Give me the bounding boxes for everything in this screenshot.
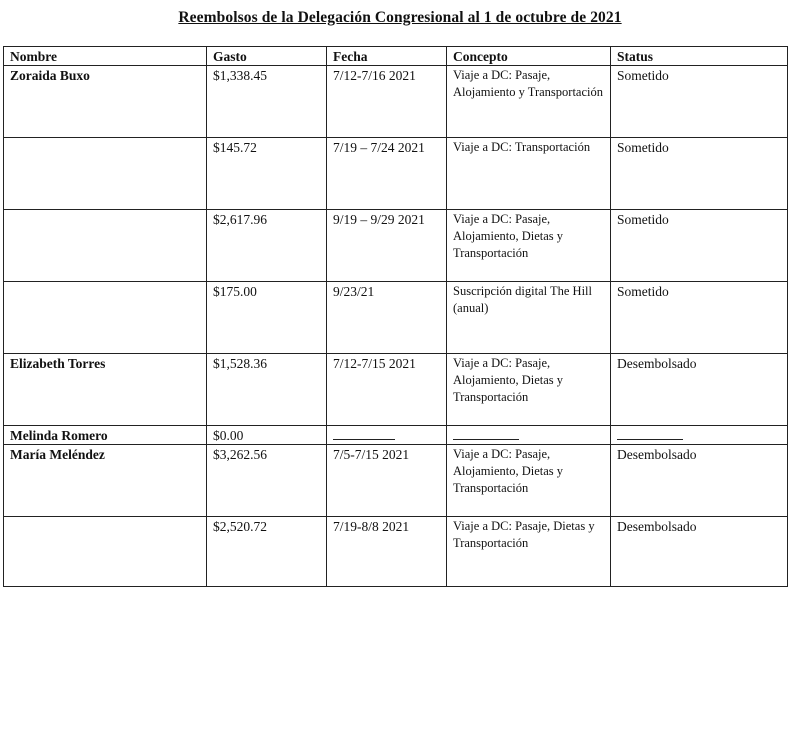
table-row <box>4 210 788 282</box>
blank-line <box>617 429 683 440</box>
cell-fecha: 7/12-7/16 2021 <box>327 66 447 138</box>
cell-concepto: Viaje a DC: Pasaje, Alojamiento, Dietas y Transportación <box>447 445 611 517</box>
cell-nombre: María Meléndez <box>4 445 207 517</box>
table-row <box>4 66 788 138</box>
cell-fecha: 7/19 – 7/24 2021 <box>327 138 447 210</box>
cell-nombre: Elizabeth Torres <box>4 354 207 426</box>
cell-nombre <box>4 138 207 210</box>
cell-fecha: 7/5-7/15 2021 <box>327 445 447 517</box>
cell-concepto: Suscripción digital The Hill (anual) <box>447 282 611 354</box>
cell-status-blank <box>611 426 788 445</box>
cell-concepto: Viaje a DC: Pasaje, Alojamiento, Dietas y Transportación <box>447 210 611 282</box>
reimbursements-table <box>3 46 788 587</box>
cell-nombre <box>4 517 207 587</box>
cell-gasto: $1,528.36 <box>207 354 327 426</box>
cell-status: Sometido <box>611 138 788 210</box>
cell-status: Sometido <box>611 66 788 138</box>
document-title: Reembolsos de la Delegación Congresional al 1 de octubre de 2021 <box>178 9 622 26</box>
cell-nombre: Melinda Romero <box>4 426 207 445</box>
cell-nombre <box>4 282 207 354</box>
cell-nombre: Zoraida Buxo <box>4 66 207 138</box>
cell-fecha: 7/19-8/8 2021 <box>327 517 447 587</box>
cell-gasto: $1,338.45 <box>207 66 327 138</box>
header-row <box>4 47 788 66</box>
cell-status: Desembolsado <box>611 517 788 587</box>
cell-status: Desembolsado <box>611 445 788 517</box>
cell-gasto: $2,520.72 <box>207 517 327 587</box>
table-row <box>4 445 788 517</box>
table-row <box>4 354 788 426</box>
cell-gasto: $0.00 <box>207 426 327 445</box>
cell-concepto: Viaje a DC: Pasaje, Alojamiento y Transportación <box>447 66 611 138</box>
cell-concepto: Viaje a DC: Pasaje, Dietas y Transportación <box>447 517 611 587</box>
cell-concepto: Viaje a DC: Transportación <box>447 138 611 210</box>
cell-fecha: 9/23/21 <box>327 282 447 354</box>
cell-fecha-blank <box>327 426 447 445</box>
cell-nombre <box>4 210 207 282</box>
cell-concepto: Viaje a DC: Pasaje, Alojamiento, Dietas y Transportación <box>447 354 611 426</box>
cell-status: Desembolsado <box>611 354 788 426</box>
header-nombre: Nombre <box>4 47 207 66</box>
cell-gasto: $3,262.56 <box>207 445 327 517</box>
cell-gasto: $175.00 <box>207 282 327 354</box>
header-gasto: Gasto <box>207 47 327 66</box>
cell-gasto: $2,617.96 <box>207 210 327 282</box>
cell-fecha: 9/19 – 9/29 2021 <box>327 210 447 282</box>
table-row <box>4 517 788 587</box>
cell-fecha: 7/12-7/15 2021 <box>327 354 447 426</box>
blank-line <box>333 429 395 440</box>
blank-line <box>453 429 519 440</box>
header-concepto: Concepto <box>447 47 611 66</box>
header-fecha: Fecha <box>327 47 447 66</box>
cell-status: Sometido <box>611 282 788 354</box>
table-row <box>4 426 788 445</box>
cell-status: Sometido <box>611 210 788 282</box>
table-row <box>4 282 788 354</box>
cell-concepto-blank <box>447 426 611 445</box>
table-row <box>4 138 788 210</box>
cell-gasto: $145.72 <box>207 138 327 210</box>
header-status: Status <box>611 47 788 66</box>
